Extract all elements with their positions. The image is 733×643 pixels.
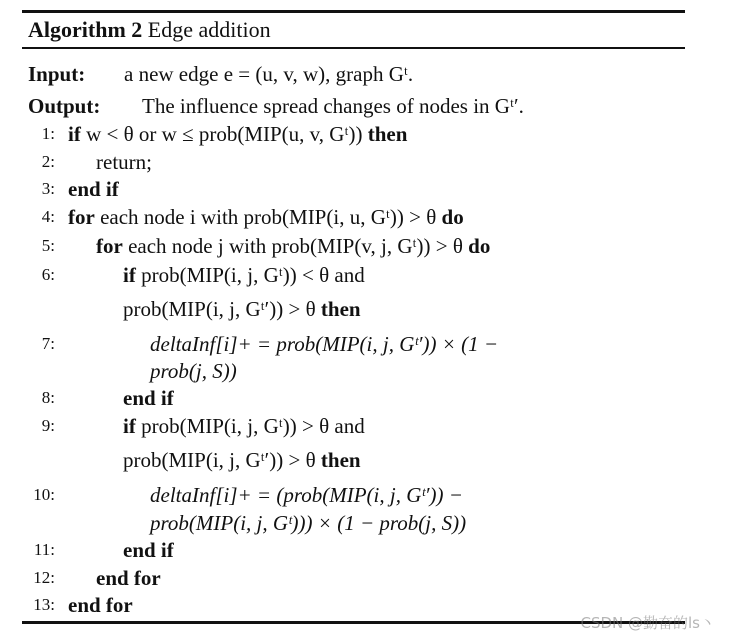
line-code: end if	[68, 177, 119, 201]
line-code	[123, 261, 365, 289]
keyword-do: do	[468, 234, 491, 258]
algorithm-number: Algorithm 2	[28, 17, 143, 42]
keyword-then: then	[367, 122, 408, 146]
top-rule	[22, 10, 685, 13]
keyword-do: do	[441, 205, 464, 229]
keyword-for: for	[68, 205, 95, 229]
line-code: prob(j, S))	[150, 359, 237, 383]
line-code	[123, 446, 361, 474]
keyword-if: if	[123, 414, 136, 438]
line-number: 13:	[33, 595, 55, 614]
line-condition: w < θ or w ≤ prob(MIP(u, v, Gᵗ))	[80, 122, 368, 146]
line-number: 9:	[41, 416, 55, 435]
line-code: deltaInf[i]+ = (prob(MIP(i, j, Gᵗ′)) −	[150, 483, 463, 507]
line-code	[123, 412, 365, 440]
input-text: a new edge e = (u, v, w), graph Gᵗ.	[124, 62, 414, 86]
output-text: The influence spread changes of nodes in Gᵗ′.	[142, 94, 524, 118]
output-row	[28, 92, 524, 120]
line-number: 2:	[41, 152, 55, 171]
line-number: 12:	[33, 568, 55, 587]
line-number: 10:	[33, 485, 55, 504]
algorithm-name: Edge addition	[147, 17, 271, 42]
line-code	[68, 120, 407, 148]
keyword-if: if	[68, 122, 81, 146]
input-label: Input:	[28, 62, 86, 86]
title-rule	[22, 47, 685, 49]
algorithm-title	[28, 16, 271, 44]
line-number: 7:	[41, 334, 55, 353]
line-number: 5:	[41, 236, 55, 255]
line-condition: each node j with prob(MIP(v, j, Gᵗ)) > θ	[122, 234, 469, 258]
line-code: end for	[96, 566, 161, 590]
line-code	[123, 295, 361, 323]
keyword-if: if	[123, 263, 136, 287]
line-condition: prob(MIP(i, j, Gᵗ′)) > θ	[123, 448, 321, 472]
line-number: 8:	[41, 388, 55, 407]
line-code: deltaInf[i]+ = prob(MIP(i, j, Gᵗ′)) × (1 −	[150, 332, 499, 356]
keyword-then: then	[320, 448, 361, 472]
line-number: 11:	[33, 540, 55, 559]
line-code	[68, 203, 464, 231]
line-condition: prob(MIP(i, j, Gᵗ′)) > θ	[123, 297, 321, 321]
line-number: 4:	[41, 207, 55, 226]
line-code	[96, 232, 490, 260]
line-code: end if	[123, 538, 174, 562]
output-label: Output:	[28, 94, 101, 118]
line-code: prob(MIP(i, j, Gᵗ))) × (1 − prob(j, S))	[150, 511, 467, 535]
line-condition: each node i with prob(MIP(i, u, Gᵗ)) > θ	[94, 205, 442, 229]
line-condition: prob(MIP(i, j, Gᵗ)) > θ and	[135, 414, 365, 438]
line-number: 1:	[41, 124, 55, 143]
line-condition: prob(MIP(i, j, Gᵗ)) < θ and	[135, 263, 365, 287]
line-number: 6:	[41, 265, 55, 284]
line-code: return;	[96, 150, 152, 174]
input-row	[28, 60, 414, 88]
line-code: end if	[123, 386, 174, 410]
keyword-then: then	[320, 297, 361, 321]
watermark: CSDN @勤奋的ls丶	[580, 614, 715, 632]
line-code: end for	[68, 593, 133, 617]
line-number: 3:	[41, 179, 55, 198]
keyword-for: for	[96, 234, 123, 258]
